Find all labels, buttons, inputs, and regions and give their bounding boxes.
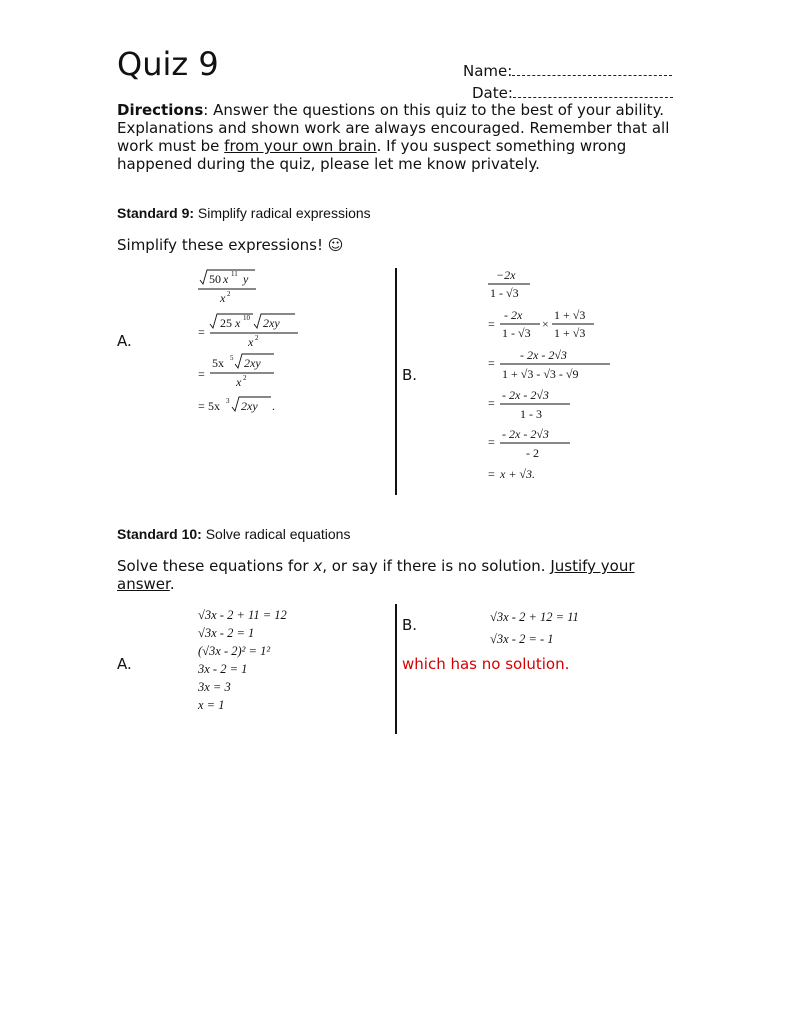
a-radicand-25: 25 bbox=[220, 316, 232, 330]
svg-text:=: = bbox=[198, 367, 205, 381]
a-2xy-3: 2xy bbox=[241, 399, 258, 413]
problem-10b-work bbox=[490, 606, 579, 650]
b-num-2: - 2x bbox=[504, 308, 523, 322]
a-2xy-2: 2xy bbox=[244, 356, 261, 370]
10a-line-4: 3x - 2 = 1 bbox=[198, 662, 248, 676]
divider-9 bbox=[395, 268, 397, 495]
divider-10 bbox=[395, 604, 397, 734]
date-field bbox=[472, 83, 673, 103]
standard-10-description: Solve radical equations bbox=[201, 526, 351, 542]
standard-9-heading bbox=[117, 205, 371, 221]
svg-text:2: 2 bbox=[243, 374, 247, 382]
svg-text:1 - √3: 1 - √3 bbox=[502, 326, 531, 340]
b-num-conj: 1 + √3 bbox=[554, 308, 586, 322]
prompt-text-2: , or say if there is no solution. bbox=[322, 557, 551, 575]
quiz-title: Quiz 9 bbox=[117, 45, 219, 83]
svg-text:=: = bbox=[488, 396, 495, 410]
svg-text:x: x bbox=[248, 335, 254, 349]
a-2xy-1: 2xy bbox=[263, 316, 280, 330]
10b-conclusion: which has no solution. bbox=[402, 655, 570, 673]
a-period: . bbox=[272, 399, 275, 413]
problem-10a-label: A. bbox=[117, 655, 132, 673]
svg-text:1 + √3: 1 + √3 bbox=[554, 326, 586, 340]
10a-line-6: x = 1 bbox=[198, 698, 225, 712]
a-radicand-50: 50 bbox=[209, 272, 221, 286]
name-field bbox=[463, 61, 672, 81]
10b-line-1: √3x - 2 + 12 = 11 bbox=[490, 610, 579, 624]
svg-text:=: = bbox=[198, 325, 205, 339]
a-final-5x: 5x bbox=[208, 399, 220, 413]
prompt-text-1: Solve these equations for bbox=[117, 557, 314, 575]
a-exp-5: 5 bbox=[230, 354, 234, 362]
standard-9-prompt: Simplify these expressions! ☺ bbox=[117, 236, 344, 254]
a-var-x: x bbox=[223, 272, 229, 286]
svg-text:=: = bbox=[488, 467, 495, 481]
b-den-4: 1 - 3 bbox=[520, 407, 542, 421]
standard-10-heading bbox=[117, 526, 350, 542]
svg-text:- 2x - 2√3: - 2x - 2√3 bbox=[502, 388, 549, 402]
standard-10-prompt bbox=[117, 557, 677, 593]
problem-9a-work bbox=[190, 266, 320, 418]
a-var-y: y bbox=[243, 272, 249, 286]
svg-text:x: x bbox=[235, 316, 241, 330]
svg-text:×: × bbox=[542, 317, 549, 331]
a-5x: 5x bbox=[212, 356, 224, 370]
date-blank bbox=[513, 83, 673, 98]
b-num-1: −2x bbox=[496, 268, 516, 282]
problem-10a-work bbox=[198, 606, 287, 714]
directions-text-1: : Answer the questions on this quiz to the best of your ability. Explanations and shown work are always encouraged. Remember that all work must be bbox=[117, 101, 670, 155]
b-num-3: - 2x - 2√3 bbox=[520, 348, 567, 362]
svg-text:=: = bbox=[488, 435, 495, 449]
name-blank bbox=[512, 61, 672, 76]
directions-underlined: from your own brain bbox=[224, 137, 377, 155]
name-label: Name: bbox=[463, 62, 513, 80]
a-exp-10: 10 bbox=[243, 314, 250, 322]
a-den-exp: 2 bbox=[227, 290, 231, 298]
svg-text:=: = bbox=[488, 317, 495, 331]
prompt-underlined: Justify your answer bbox=[117, 557, 635, 593]
problem-10b-label: B. bbox=[402, 616, 418, 634]
problem-9b-work bbox=[482, 266, 617, 486]
standard-9-description: Simplify radical expressions bbox=[194, 205, 371, 221]
directions-paragraph bbox=[117, 101, 677, 173]
svg-text:- 2x - 2√3: - 2x - 2√3 bbox=[502, 427, 549, 441]
svg-text:=: = bbox=[198, 399, 205, 413]
svg-text:2: 2 bbox=[255, 334, 259, 342]
b-den-3: 1 + √3 - √3 - √9 bbox=[502, 367, 579, 381]
10b-line-2: √3x - 2 = - 1 bbox=[490, 632, 554, 646]
10a-line-5: 3x = 3 bbox=[198, 680, 231, 694]
10a-line-1: √3x - 2 + 11 = 12 bbox=[198, 608, 287, 622]
a-den-x: x bbox=[220, 291, 226, 305]
b-final: x + √3. bbox=[500, 467, 536, 481]
b-den-1: 1 - √3 bbox=[490, 286, 519, 300]
problem-9a-label: A. bbox=[117, 332, 132, 350]
b-den-5: - 2 bbox=[526, 446, 539, 460]
10a-line-2: √3x - 2 = 1 bbox=[198, 626, 255, 640]
prompt-variable: x bbox=[313, 557, 323, 575]
a-exp-3: 3 bbox=[226, 397, 230, 405]
svg-text:=: = bbox=[488, 356, 495, 370]
standard-10-label: Standard 10: bbox=[117, 526, 202, 542]
prompt-end: . bbox=[169, 575, 175, 593]
10a-line-3: (√3x - 2)² = 1² bbox=[198, 644, 271, 658]
directions-text-2: . If you suspect something wrong happened during the quiz, please let me know privately. bbox=[117, 137, 627, 173]
a-exp-11: 11 bbox=[231, 270, 238, 278]
standard-9-label: Standard 9: bbox=[117, 205, 195, 221]
svg-text:x: x bbox=[236, 375, 242, 389]
problem-9b-label: B. bbox=[402, 366, 418, 384]
directions-heading: Directions bbox=[117, 101, 204, 119]
date-label: Date: bbox=[472, 84, 513, 102]
